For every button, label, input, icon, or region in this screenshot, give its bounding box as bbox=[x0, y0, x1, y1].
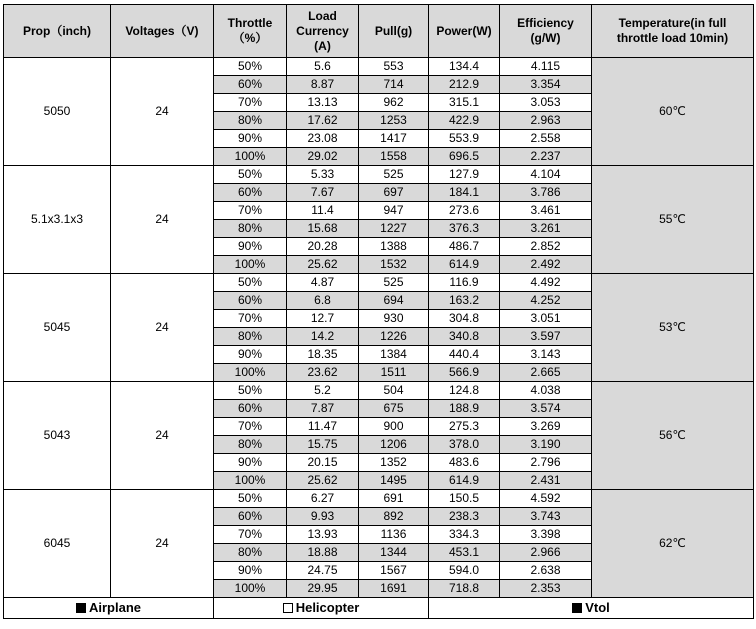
power-cell: 453.1 bbox=[429, 544, 500, 562]
efficiency-cell: 4.592 bbox=[500, 490, 592, 508]
table-row bbox=[4, 166, 754, 184]
spec-sheet bbox=[3, 4, 753, 619]
pull-cell: 1511 bbox=[359, 364, 429, 382]
efficiency-cell: 2.796 bbox=[500, 454, 592, 472]
footer-vtol-label: Vtol bbox=[585, 600, 610, 615]
pull-cell: 947 bbox=[359, 202, 429, 220]
power-cell: 212.9 bbox=[429, 76, 500, 94]
table-row bbox=[4, 490, 754, 508]
efficiency-cell: 2.237 bbox=[500, 148, 592, 166]
pull-cell: 714 bbox=[359, 76, 429, 94]
header-throttle: Throttle（%） bbox=[214, 5, 287, 58]
throttle-cell: 90% bbox=[214, 130, 287, 148]
load-current-cell: 14.2 bbox=[287, 328, 359, 346]
efficiency-cell: 2.963 bbox=[500, 112, 592, 130]
table-row bbox=[4, 382, 754, 400]
load-current-cell: 17.62 bbox=[287, 112, 359, 130]
power-cell: 553.9 bbox=[429, 130, 500, 148]
throttle-cell: 100% bbox=[214, 256, 287, 274]
efficiency-cell: 3.743 bbox=[500, 508, 592, 526]
prop-cell: 5.1x3.1x3 bbox=[4, 166, 111, 274]
power-cell: 275.3 bbox=[429, 418, 500, 436]
header-pull: Pull(g) bbox=[359, 5, 429, 58]
pull-cell: 962 bbox=[359, 94, 429, 112]
header-voltage: Voltages（V) bbox=[111, 5, 214, 58]
pull-cell: 892 bbox=[359, 508, 429, 526]
throttle-cell: 90% bbox=[214, 454, 287, 472]
load-current-cell: 8.87 bbox=[287, 76, 359, 94]
pull-cell: 900 bbox=[359, 418, 429, 436]
power-cell: 594.0 bbox=[429, 562, 500, 580]
power-cell: 440.4 bbox=[429, 346, 500, 364]
load-current-cell: 7.67 bbox=[287, 184, 359, 202]
efficiency-cell: 2.431 bbox=[500, 472, 592, 490]
prop-cell: 5043 bbox=[4, 382, 111, 490]
load-current-cell: 11.47 bbox=[287, 418, 359, 436]
load-current-cell: 11.4 bbox=[287, 202, 359, 220]
throttle-cell: 70% bbox=[214, 310, 287, 328]
load-current-cell: 5.6 bbox=[287, 58, 359, 76]
load-current-cell: 23.62 bbox=[287, 364, 359, 382]
power-cell: 315.1 bbox=[429, 94, 500, 112]
power-cell: 304.8 bbox=[429, 310, 500, 328]
pull-cell: 697 bbox=[359, 184, 429, 202]
throttle-cell: 60% bbox=[214, 184, 287, 202]
pull-cell: 1136 bbox=[359, 526, 429, 544]
load-current-cell: 13.93 bbox=[287, 526, 359, 544]
empty-square-icon bbox=[283, 603, 293, 613]
throttle-cell: 60% bbox=[214, 508, 287, 526]
throttle-cell: 100% bbox=[214, 472, 287, 490]
temperature-cell: 53℃ bbox=[592, 274, 754, 382]
power-cell: 124.8 bbox=[429, 382, 500, 400]
throttle-cell: 70% bbox=[214, 526, 287, 544]
efficiency-cell: 3.053 bbox=[500, 94, 592, 112]
pull-cell: 694 bbox=[359, 292, 429, 310]
efficiency-cell: 3.786 bbox=[500, 184, 592, 202]
efficiency-cell: 3.261 bbox=[500, 220, 592, 238]
load-current-cell: 7.87 bbox=[287, 400, 359, 418]
voltage-cell: 24 bbox=[111, 58, 214, 166]
pull-cell: 1691 bbox=[359, 580, 429, 598]
load-current-cell: 29.95 bbox=[287, 580, 359, 598]
power-cell: 334.3 bbox=[429, 526, 500, 544]
filled-square-icon bbox=[572, 603, 582, 613]
load-current-cell: 4.87 bbox=[287, 274, 359, 292]
voltage-cell: 24 bbox=[111, 166, 214, 274]
throttle-cell: 50% bbox=[214, 274, 287, 292]
load-current-cell: 13.13 bbox=[287, 94, 359, 112]
efficiency-cell: 2.852 bbox=[500, 238, 592, 256]
throttle-cell: 50% bbox=[214, 490, 287, 508]
efficiency-cell: 3.051 bbox=[500, 310, 592, 328]
power-cell: 238.3 bbox=[429, 508, 500, 526]
power-cell: 422.9 bbox=[429, 112, 500, 130]
pull-cell: 1227 bbox=[359, 220, 429, 238]
load-current-cell: 24.75 bbox=[287, 562, 359, 580]
power-cell: 483.6 bbox=[429, 454, 500, 472]
header-power: Power(W) bbox=[429, 5, 500, 58]
header-prop: Prop（inch) bbox=[4, 5, 111, 58]
throttle-cell: 70% bbox=[214, 418, 287, 436]
throttle-cell: 80% bbox=[214, 436, 287, 454]
prop-cell: 5045 bbox=[4, 274, 111, 382]
pull-cell: 1417 bbox=[359, 130, 429, 148]
throttle-cell: 50% bbox=[214, 166, 287, 184]
throttle-cell: 90% bbox=[214, 562, 287, 580]
pull-cell: 691 bbox=[359, 490, 429, 508]
power-cell: 486.7 bbox=[429, 238, 500, 256]
pull-cell: 1253 bbox=[359, 112, 429, 130]
header-efficiency: Efficiency (g/W) bbox=[500, 5, 592, 58]
load-current-cell: 18.35 bbox=[287, 346, 359, 364]
power-cell: 116.9 bbox=[429, 274, 500, 292]
efficiency-cell: 2.558 bbox=[500, 130, 592, 148]
load-current-cell: 6.8 bbox=[287, 292, 359, 310]
power-cell: 273.6 bbox=[429, 202, 500, 220]
efficiency-cell: 3.190 bbox=[500, 436, 592, 454]
power-cell: 566.9 bbox=[429, 364, 500, 382]
footer-helicopter bbox=[214, 598, 429, 619]
pull-cell: 1344 bbox=[359, 544, 429, 562]
footer-vtol bbox=[429, 598, 754, 619]
power-cell: 718.8 bbox=[429, 580, 500, 598]
footer-airplane bbox=[4, 598, 214, 619]
load-current-cell: 5.33 bbox=[287, 166, 359, 184]
throttle-cell: 100% bbox=[214, 148, 287, 166]
pull-cell: 525 bbox=[359, 166, 429, 184]
pull-cell: 1352 bbox=[359, 454, 429, 472]
voltage-cell: 24 bbox=[111, 490, 214, 598]
efficiency-cell: 3.354 bbox=[500, 76, 592, 94]
efficiency-cell: 2.492 bbox=[500, 256, 592, 274]
table-body bbox=[4, 58, 754, 598]
pull-cell: 1226 bbox=[359, 328, 429, 346]
pull-cell: 1495 bbox=[359, 472, 429, 490]
throttle-cell: 100% bbox=[214, 364, 287, 382]
load-current-cell: 15.68 bbox=[287, 220, 359, 238]
throttle-cell: 90% bbox=[214, 238, 287, 256]
power-cell: 134.4 bbox=[429, 58, 500, 76]
filled-square-icon bbox=[76, 603, 86, 613]
power-cell: 188.9 bbox=[429, 400, 500, 418]
throttle-cell: 80% bbox=[214, 112, 287, 130]
throttle-cell: 80% bbox=[214, 328, 287, 346]
power-cell: 184.1 bbox=[429, 184, 500, 202]
temperature-cell: 60℃ bbox=[592, 58, 754, 166]
efficiency-cell: 4.492 bbox=[500, 274, 592, 292]
prop-cell: 5050 bbox=[4, 58, 111, 166]
footer-row bbox=[4, 598, 754, 619]
table-row bbox=[4, 58, 754, 76]
efficiency-cell: 4.252 bbox=[500, 292, 592, 310]
pull-cell: 675 bbox=[359, 400, 429, 418]
power-cell: 163.2 bbox=[429, 292, 500, 310]
throttle-cell: 80% bbox=[214, 544, 287, 562]
efficiency-cell: 2.966 bbox=[500, 544, 592, 562]
load-current-cell: 23.08 bbox=[287, 130, 359, 148]
temperature-cell: 56℃ bbox=[592, 382, 754, 490]
load-current-cell: 15.75 bbox=[287, 436, 359, 454]
throttle-cell: 90% bbox=[214, 346, 287, 364]
header-temperature: Temperature(in full throttle load 10min) bbox=[592, 5, 754, 58]
throttle-cell: 60% bbox=[214, 76, 287, 94]
prop-cell: 6045 bbox=[4, 490, 111, 598]
load-current-cell: 20.15 bbox=[287, 454, 359, 472]
throttle-cell: 100% bbox=[214, 580, 287, 598]
load-current-cell: 20.28 bbox=[287, 238, 359, 256]
motor-test-table bbox=[3, 4, 754, 619]
pull-cell: 1388 bbox=[359, 238, 429, 256]
power-cell: 376.3 bbox=[429, 220, 500, 238]
load-current-cell: 25.62 bbox=[287, 472, 359, 490]
temperature-cell: 62℃ bbox=[592, 490, 754, 598]
load-current-cell: 18.88 bbox=[287, 544, 359, 562]
efficiency-cell: 3.597 bbox=[500, 328, 592, 346]
pull-cell: 553 bbox=[359, 58, 429, 76]
pull-cell: 930 bbox=[359, 310, 429, 328]
efficiency-cell: 3.269 bbox=[500, 418, 592, 436]
power-cell: 127.9 bbox=[429, 166, 500, 184]
load-current-cell: 25.62 bbox=[287, 256, 359, 274]
pull-cell: 1567 bbox=[359, 562, 429, 580]
load-current-cell: 5.2 bbox=[287, 382, 359, 400]
footer-airplane-label: Airplane bbox=[88, 600, 141, 615]
voltage-cell: 24 bbox=[111, 274, 214, 382]
throttle-cell: 60% bbox=[214, 292, 287, 310]
efficiency-cell: 2.665 bbox=[500, 364, 592, 382]
power-cell: 340.8 bbox=[429, 328, 500, 346]
throttle-cell: 50% bbox=[214, 382, 287, 400]
throttle-cell: 80% bbox=[214, 220, 287, 238]
load-current-cell: 12.7 bbox=[287, 310, 359, 328]
efficiency-cell: 4.038 bbox=[500, 382, 592, 400]
temperature-cell: 55℃ bbox=[592, 166, 754, 274]
header-row bbox=[4, 5, 754, 58]
power-cell: 378.0 bbox=[429, 436, 500, 454]
power-cell: 150.5 bbox=[429, 490, 500, 508]
throttle-cell: 70% bbox=[214, 202, 287, 220]
load-current-cell: 6.27 bbox=[287, 490, 359, 508]
efficiency-cell: 3.398 bbox=[500, 526, 592, 544]
pull-cell: 1558 bbox=[359, 148, 429, 166]
table-row bbox=[4, 274, 754, 292]
footer-helicopter-label: Helicopter bbox=[295, 600, 360, 615]
efficiency-cell: 3.143 bbox=[500, 346, 592, 364]
throttle-cell: 50% bbox=[214, 58, 287, 76]
pull-cell: 525 bbox=[359, 274, 429, 292]
efficiency-cell: 3.574 bbox=[500, 400, 592, 418]
efficiency-cell: 2.638 bbox=[500, 562, 592, 580]
throttle-cell: 60% bbox=[214, 400, 287, 418]
power-cell: 696.5 bbox=[429, 148, 500, 166]
pull-cell: 504 bbox=[359, 382, 429, 400]
pull-cell: 1384 bbox=[359, 346, 429, 364]
power-cell: 614.9 bbox=[429, 256, 500, 274]
efficiency-cell: 3.461 bbox=[500, 202, 592, 220]
voltage-cell: 24 bbox=[111, 382, 214, 490]
efficiency-cell: 2.353 bbox=[500, 580, 592, 598]
efficiency-cell: 4.104 bbox=[500, 166, 592, 184]
load-current-cell: 9.93 bbox=[287, 508, 359, 526]
pull-cell: 1532 bbox=[359, 256, 429, 274]
load-current-cell: 29.02 bbox=[287, 148, 359, 166]
header-load-current: Load Currency (A) bbox=[287, 5, 359, 58]
efficiency-cell: 4.115 bbox=[500, 58, 592, 76]
throttle-cell: 70% bbox=[214, 94, 287, 112]
pull-cell: 1206 bbox=[359, 436, 429, 454]
power-cell: 614.9 bbox=[429, 472, 500, 490]
